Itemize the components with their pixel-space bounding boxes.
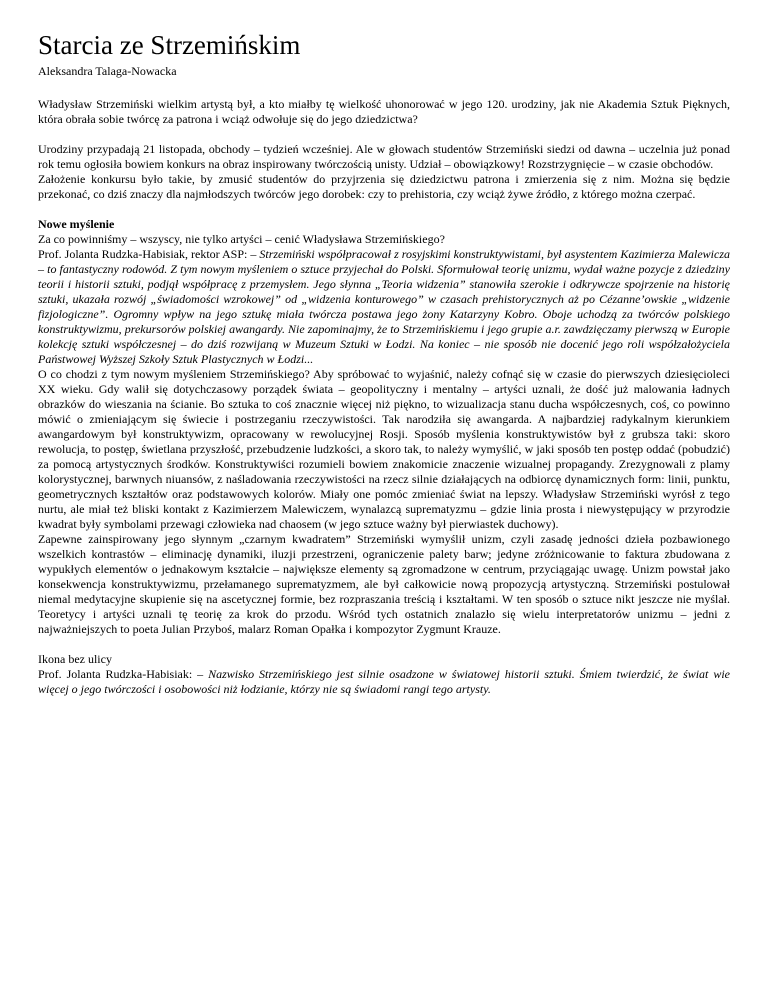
- section-heading: Ikona bez ulicy: [38, 652, 112, 666]
- article-author: Aleksandra Talaga-Nowacka: [38, 64, 177, 78]
- section-nowe-myslenie: [38, 217, 730, 637]
- body-paragraph-1: O co chodzi z tym nowym myśleniem Strzemińskiego? Aby spróbować to wyjaśnić, należy cofnąć się w czasie do pierwszych dziesięcioleci XX wieku. Gdy walił się dotychczasowy porządek świata – geopolityczny i mentalny – artyści uznali, że dość już malowania ładnych obrazków do wieszania na ścianie. Bo sztuka to coś znacznie więcej niż piękno, to wizualizacja stanu ducha współczesnych, coś, co powinno mówić o zmieniającym się świecie i postrzeganiu rzeczywistości. Tak narodziła się awangarda. A najbardziej radykalnym kierunkiem awangardowym był konstruktywizm, opracowany w rewolucyjnej Rosji. Sposób myślenia konstruktywistów był z grubsza taki: skoro rewolucja, to postęp, świetlana przyszłość, przebudzenie ludzkości, a skoro tak, to należy wymyślić, w jaki sposób ten postęp oddać (pobudzić) za pomocą artystycznych środków. Konstruktywiści rozumieli bowiem znakomicie znaczenie wizualnej propagandy. Zrezygnowali z plamy kolorystycznej, barwnych niuansów, z naśladowania rzeczywistości na rzecz silnie działających na odbiorcę dynamicznych form: linii, punktu, geometrycznych kształtów oraz podstawowych kolorów. Miały one pomóc zmieniać świat na lepszy. Władysław Strzemiński wyrósł z tego nurtu, ale miał też bliski kontakt z Kazimierzem Malewiczem, wynalazcą suprematyzmu – gdzie linia prosta i niewystępujący w przyrodzie kwadrat były symbolami przewagi człowieka nad chaosem (w jego sztuce ważny był pierwiastek duchowy).: [38, 367, 730, 531]
- quote-text: Nazwisko Strzemińskiego jest silnie osadzone w światowej historii sztuki. Śmiem twierdzić, że świat wie więcej o jego twórczości i osobowości niż łodzianie, którzy nie są świadomi rangi tego artysty.: [38, 667, 730, 696]
- section-ikona-bez-ulicy: [38, 652, 730, 697]
- quote-speaker: Prof. Jolanta Rudzka-Habisiak: –: [38, 667, 209, 681]
- section-heading: Nowe myślenie: [38, 217, 115, 231]
- intro-paragraph-1: Urodziny przypadają 21 listopada, obchody – tydzień wcześniej. Ale w głowach studentów Strzemiński siedzi od dawna – uczelnia już ponad rok temu ogłosiła bowiem konkurs na obraz inspirowany twórczością unisty. Udział – obowiązkowy! Rozstrzygnięcie – w czasie obchodów.: [38, 142, 730, 171]
- lead-paragraph: Władysław Strzemiński wielkim artystą był, a kto miałby tę wielkość uhonorować w jego 120. urodziny, jak nie Akademia Sztuk Pięknych, która obrała sobie twórcę za patrona i wciąż odwołuje się do jego dziedzictwa?: [38, 97, 730, 126]
- rector-quote-paragraph: [38, 667, 730, 697]
- article-title: Starcia ze Strzemińskim: [38, 30, 301, 60]
- quote-text: Strzemiński współpracował z rosyjskimi konstruktywistami, był asystentem Kazimierza Malewicza – to fantastyczny rodowód. Z tym nowym myśleniem o sztuce przyjechał do Polski. Sformułował teorię unizmu, wydał ważne pozycje z dziedziny teorii i historii sztuki, podjął współpracę z przemysłem. Jego słynna „Teoria widzenia” stanowiła szerokie i odkrywcze spojrzenie na historię sztuki, ukazała rozwój „świadomości wzrokowej” od „widzenia konturowego” w czasach prehistorycznych aż po Cézanne’owskie „widzenie fizjologiczne”. Ogromny wpływ na jego sztukę miała twórcza postawa jego żony Katarzyny Kobro. Oboje uchodzą za twórców polskiego konstruktywizmu, prekursorów polskiej awangardy. Nie zapominajmy, że to Strzemińskiemu i jego grupie a.r. zawdzięczamy pierwszą w Europie kolekcję sztuki współczesnej – do dziś rozwijaną w Muzeum Sztuki w Łodzi. Na koniec – nie sposób nie docenić jego roli współzałożyciela Państwowej Wyższej Szkoły Sztuk Plastycznych w Łodzi...: [38, 247, 730, 366]
- section-question: Za co powinniśmy – wszyscy, nie tylko artyści – cenić Władysława Strzemińskiego?: [38, 232, 445, 246]
- intro-paragraph-2: Założenie konkursu było takie, by zmusić studentów do przyjrzenia się dziedzictwu patrona i zmierzenia się z nim. Można się będzie przekonać, co dziś znaczy dla najmłodszych twórców jego dorobek: czy to prehistoria, czy wciąż żywe źródło, z którego można czerpać.: [38, 172, 730, 201]
- rector-quote-paragraph: [38, 247, 730, 367]
- quote-speaker: Prof. Jolanta Rudzka-Habisiak, rektor ASP: –: [38, 247, 260, 261]
- body-paragraph-2: Zapewne zainspirowany jego słynnym „czarnym kwadratem” Strzemiński wymyślił unizm, czyli zasadę jedności dzieła pozbawionego wszelkich kontrastów – eliminację dynamiki, iluzji przestrzeni, ograniczenie palety barw; jedyne zróżnicowanie to faktura zbudowana z wypukłych elementów o jednakowym kształcie – największe elementy są zgromadzone w centrum, przyciągając uwagę. Unizm powstał jako konsekwencja konstruktywizmu, przełamanego suprematyzmem, ale był całkowicie nową propozycją artystyczną. Strzemiński postulował niemal medytacyjne skupienie się na ascetycznej formie, bez rozpraszania treścią i kształtami. W ten sposób o sztuce nikt jeszcze nie myślał. Teoretycy i artyści uznali tę teorię za krok do przodu. Wśród tych ostatnich znalazło się wielu interpretatorów unizmu – jedni z najważniejszych to poeta Julian Przyboś, malarz Roman Opałka i kompozytor Zygmunt Krauze.: [38, 532, 730, 636]
